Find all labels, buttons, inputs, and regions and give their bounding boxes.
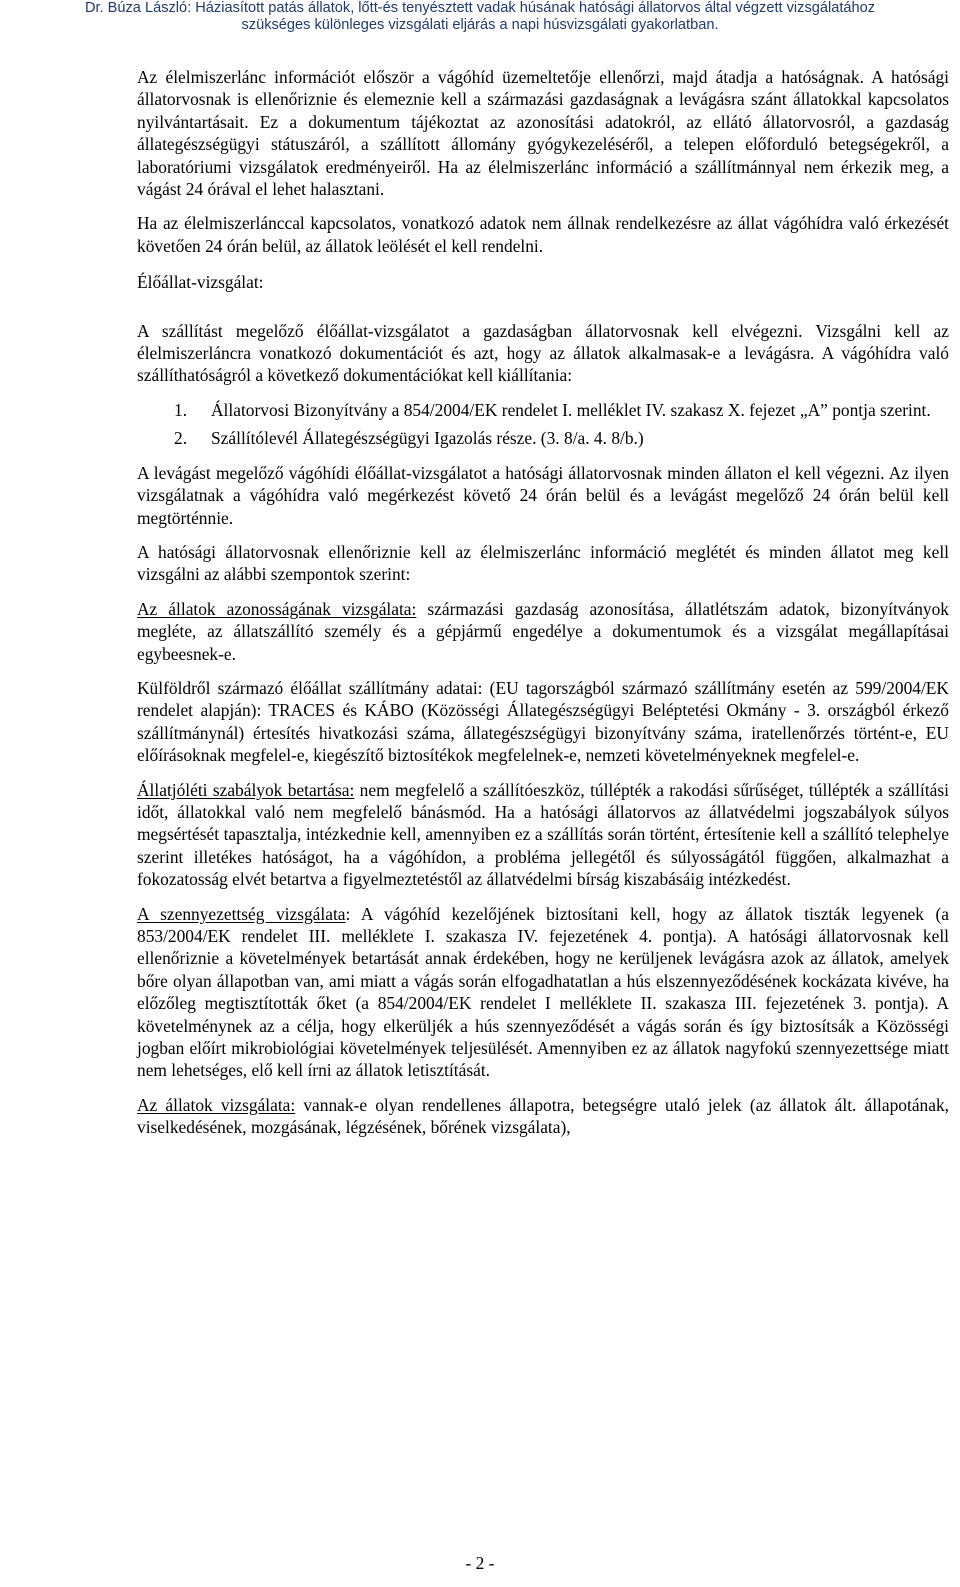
header-line-2: szükséges különleges vizsgálati eljárás a napi húsvizsgálati gyakorlatban. [241, 17, 719, 33]
paragraph-identity-check [137, 598, 949, 665]
contamination-check-text: : A vágóhíd kezelőjének biztosítani kell, hogy az állatok tiszták legyenek (a 853/2004/EK rendelet III. melléklete I. szakasza IV. fejezetének 4. pontja). A hatósági állatorvosnak kell ellenőriznie a követelmények betartását annak érdekében, hogy ne kerüljenek levágásra azok az állatok, amelyek bőre olyan állapotban van, ami miatt a vágás során elfogadhatatlan a hús elszennyeződésének kockázata kivéve, ha előzőleg megtisztították őket (a 854/2004/EK rendelet I melléklete II. szakasza III. fejezetének 3. pontja). A követelménynek az a célja, hogy elkerüljék a hús szennyeződését a vágás során és így biztosítsák a Közösségi jogban előírt mikrobiológiai követelmények teljesülését. Amennyiben ez az állatok nagyfokú szennyezettsége miatt nem lehetséges, elő kell írni az állatok letisztítását. [137, 903, 950, 1081]
paragraph-inspection-criteria: A hatósági állatorvosnak ellenőriznie kell az élelmiszerlánc információ meglétét és minden állatot meg kell vizsgálni az alábbi szempontok szerint: [137, 541, 949, 585]
animal-welfare-text: nem megfelelő a szállítóeszköz, túllépték a rakodási sűrűséget, túllépték a szállítási időt, állatokkal való nem megfelelő bánásmód. Ha a hatósági állatorvos az állatvédelmi jogszabályok súlyos megsértését tapasztalja, intézkednie kell, amennyiben ez a szállítás során történt, értesítenie kell a szállító telephelye szerint illetékes hatóságot, ha a vágóhídon, a probléma jellegétől és súlyosságától függően, alkalmazhat a fokozatosság elvét betartva a figyelmeztetéstől az állatvédelmi bírság kiszabásáig intézkedést. [137, 779, 949, 890]
document-list [137, 399, 949, 450]
animal-examination-label: Az állatok vizsgálata: [137, 1094, 296, 1115]
header-line-1: Dr. Búza László: Háziasított patás állatok, lőtt-és tenyésztett vadak húsának hatósági állatorvos által végzett vizsgálatához [84, 0, 876, 16]
paragraph-contamination-check [137, 903, 949, 1082]
page-number: - 2 - [465, 1553, 495, 1573]
paragraph-pre-transport-inspection: A szállítást megelőző élőállat-vizsgálatot a gazdaságban állatorvosnak kell elvégezni. Vizsgálni kell az élelmiszerláncra vonatkozó dokumentációt és azt, hogy az állatok alkalmasak-e a levágásra. A vágóhídra való szállíthatóságról a következő dokumentációkat kell kiállítania: [137, 320, 949, 386]
animal-welfare-label: Állatjóléti szabályok betartása: [137, 779, 355, 800]
paragraph-food-chain-info: Az élelmiszerlánc információt először a vágóhíd üzemeltetője ellenőrzi, majd átadja a hatóságnak. A hatósági állatorvosnak is ellenőriznie és elemeznie kell a származási gazdaságnak a levágásra szánt állatokkal kapcsolatos nyilvántartásait. Ez a dokumentum tájékoztat az azonosítási adatokról, az ellátó állatorvosról, a gazdaság állategészségügyi státuszáról, a szállított állomány gyógykezeléséről, a telepen előforduló betegségekről, a laboratóriumi vizsgálatok eredményeiről. Ha az élelmiszerlánc információ a szállítmánnyal nem érkezik meg, a vágást 24 órával el lehet halasztani. [137, 67, 949, 200]
animal-examination-text: vannak-e olyan rendellenes állapotra, betegségre utaló jelek (az állatok ált. állapotának, viselkedésének, mozgásának, légzésének, bőrének vizsgálata), [137, 1094, 949, 1138]
identity-check-label: Az állatok azonosságának vizsgálata: [137, 598, 417, 619]
page-body [137, 66, 949, 1139]
paragraph-foreign-shipment: Külföldről származó élőállat szállítmány adatai: (EU tagországból származó szállítmány esetén az 599/2004/EK rendelet alapján): TRACES és KÁBO (Közösségi Állategészségügyi Beléptetési Okmány - 3. országból érkező szállítmánynál) értesítés hivatkozási száma, állategészségügyi bizonyítvány száma, iratellenőrzés történt-e, EU előírásoknak megfelel-e, kiegészítő biztosítékok megfelelnek-e, nemzeti követelményeknek megfelel-e. [137, 677, 949, 766]
running-header [0, 0, 960, 44]
paragraph-missing-data: Ha az élelmiszerlánccal kapcsolatos, vonatkozó adatok nem állnak rendelkezésre az állat vágóhídra való érkezését követően 24 órán belül, az állatok leölését el kell rendelni. [137, 213, 949, 256]
list-item-text: Szállítólevél Állategészségügyi Igazolás része. (3. 8/a. 4. 8/b.) [211, 428, 644, 449]
list-item [137, 427, 949, 449]
list-item [137, 399, 949, 421]
list-item-number: 2. [174, 428, 188, 449]
list-item-text: Állatorvosi Bizonyítvány a 854/2004/EK rendelet I. melléklet IV. szakasz X. fejezet „A” pontja szerint. [211, 399, 931, 420]
paragraph-animal-welfare [137, 779, 949, 891]
section-title-live-animal-inspection: Élőállat-vizsgálat: [137, 272, 264, 293]
paragraph-slaughterhouse-inspection: A levágást megelőző vágóhídi élőállat-vizsgálatot a hatósági állatorvosnak minden állaton el kell végezni. Az ilyen vizsgálatnak a vágóhídra való megérkezést követő 24 órán belül és a levágást megelőző 24 órán belül kell megtörténnie. [137, 462, 949, 528]
identity-check-text: származási gazdaság azonosítása, állatlétszám adatok, bizonyítványok megléte, az állatszállító személy és a gépjármű engedélye a dokumentumok és a vizsgálat megállapításai egybeesnek-e. [137, 598, 949, 664]
contamination-check-label: A szennyezettség vizsgálata [137, 903, 346, 924]
list-item-number: 1. [174, 399, 188, 420]
paragraph-animal-examination [137, 1094, 949, 1139]
